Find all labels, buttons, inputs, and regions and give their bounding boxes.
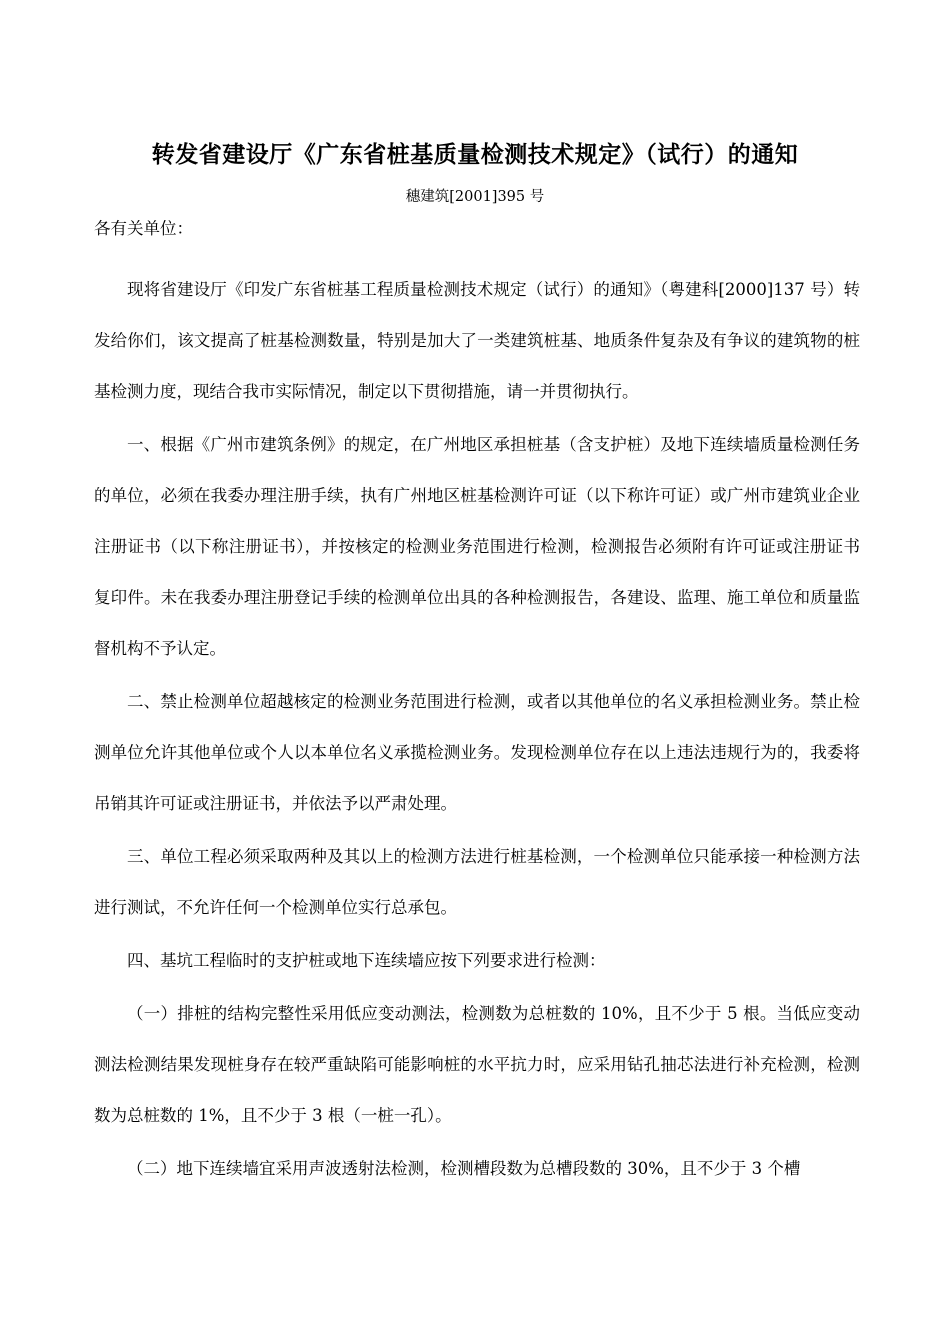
paragraph-subitem-1: （一）排桩的结构完整性采用低应变动测法，检测数为总桩数的 10%，且不少于 5 根。当低应变动测法检测结果发现桩身存在较严重缺陷可能影响桩的水平抗力时，应采用钻孔抽芯法进行补充检测，检测数为总桩数的 1%，且不少于 3 根（一桩一孔）。 xyxy=(94,1004,861,1125)
paragraph-item-3: 三、单位工程必须采取两种及其以上的检测方法进行桩基检测，一个检测单位只能承接一种检测方法进行测试，不允许任何一个检测单位实行总承包。 xyxy=(94,847,860,917)
paragraph-item-1: 一、根据《广州市建筑条例》的规定，在广州地区承担桩基（含支护桩）及地下连续墙质量检测任务的单位，必须在我委办理注册手续，执有广州地区桩基检测许可证（以下称许可证）或广州市建筑业企业注册证书（以下称注册证书），并按核定的检测业务范围进行检测，检测报告必须附有许可证或注册证书复印件。未在我委办理注册登记手续的检测单位出具的各种检测报告，各建设、监理、施工单位和质量监督机构不予认定。 xyxy=(94,435,860,658)
paragraph-item-4: 四、基坑工程临时的支护桩或地下连续墙应按下列要求进行检测： xyxy=(127,951,606,970)
addressee: 各有关单位： xyxy=(94,219,193,238)
paragraph-subitem-2: （二）地下连续墙宜采用声波透射法检测，检测槽段数为总槽段数的 30%，且不少于 3 个槽 xyxy=(127,1159,801,1178)
document-number: 穗建筑[2001]395 号 xyxy=(405,189,545,205)
document-title: 转发省建设厅《广东省桩基质量检测技术规定》（试行）的通知 xyxy=(151,142,799,168)
document-body xyxy=(94,264,860,1196)
paragraph-intro: 现将省建设厅《印发广东省桩基工程质量检测技术规定（试行）的通知》（粤建科[2000]137 号）转发给你们，该文提高了桩基检测数量，特别是加大了一类建筑桩基、地质条件复杂及有争议的建筑物的桩基检测力度，现结合我市实际情况，制定以下贯彻措施，请一并贯彻执行。 xyxy=(94,280,860,401)
paragraph-item-2: 二、禁止检测单位超越核定的检测业务范围进行检测，或者以其他单位的名义承担检测业务。禁止检测单位允许其他单位或个人以本单位名义承揽检测业务。发现检测单位存在以上违法违规行为的，我委将吊销其许可证或注册证书，并依法予以严肃处理。 xyxy=(94,692,860,813)
